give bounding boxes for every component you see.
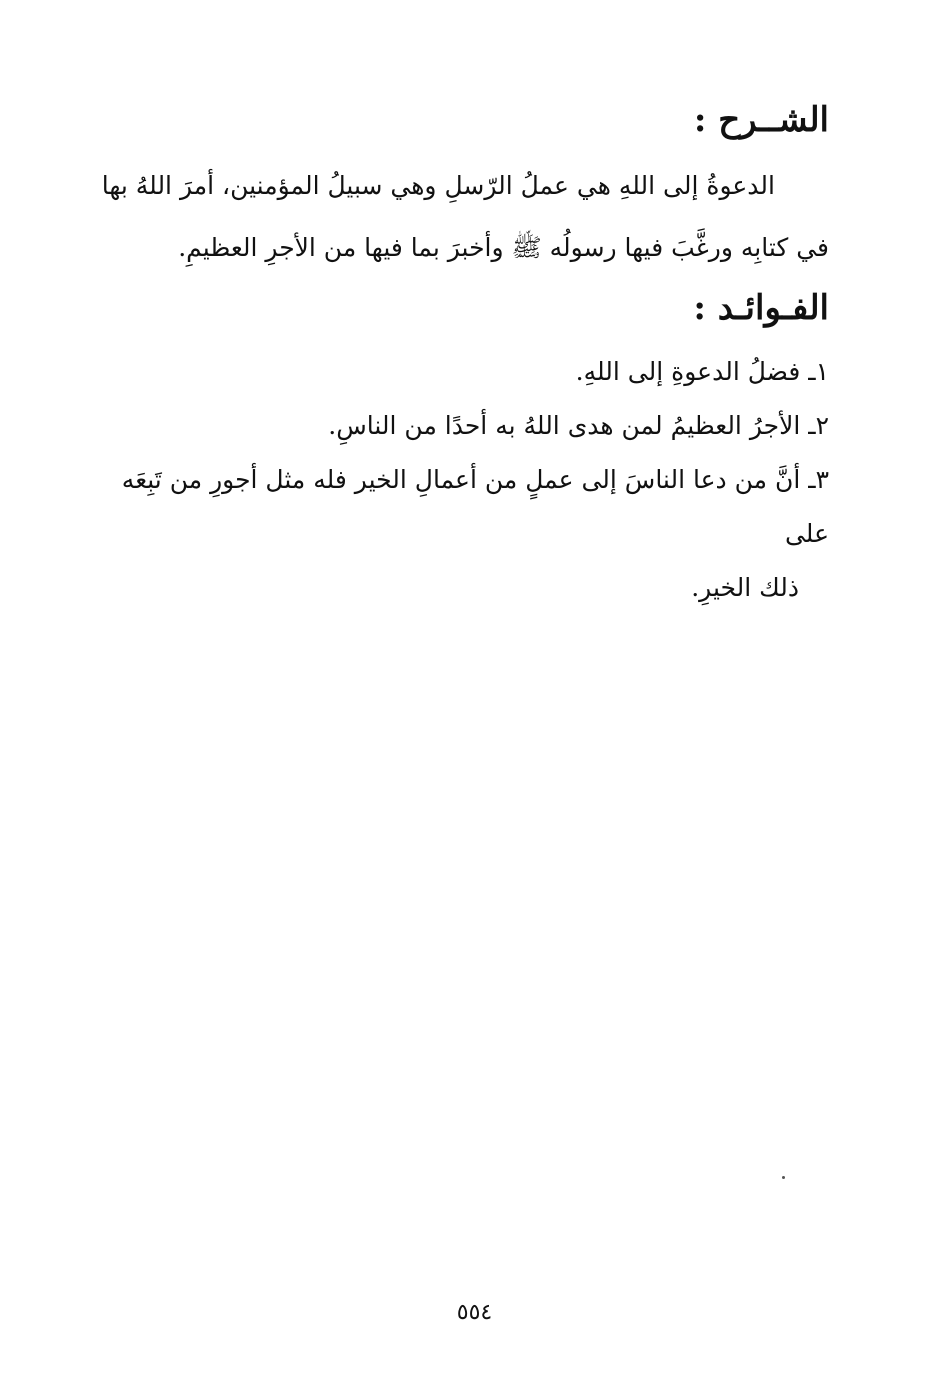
item-text: فضلُ الدعوةِ إلى اللهِ. [575, 357, 801, 386]
item-number: ٣ـ [808, 465, 829, 494]
sharh-heading: الشــرح : [693, 100, 829, 140]
item-text: الأجرُ العظيمُ لمن هدى اللهُ به أحدًا من الناسِ. [328, 411, 801, 440]
list-item [80, 345, 829, 399]
fawaid-heading: الفـوائـد : [693, 288, 829, 328]
fawaid-list [80, 345, 829, 615]
item-text: أنَّ من دعا الناسَ إلى عملٍ من أعمالِ الخير فله مثل أجورِ من تَبِعَه على [121, 465, 829, 548]
page-number: ٥٥٤ [456, 1300, 493, 1325]
item-number: ٢ـ [808, 411, 829, 440]
list-item [80, 399, 829, 453]
sharh-paragraph [80, 155, 829, 279]
sharh-line-1: الدعوةُ إلى اللهِ هي عملُ الرّسلِ وهي سبيلُ المؤمنين، أمرَ اللهُ بها [101, 171, 775, 200]
item-text-continuation: ذلك الخيرِ. [691, 573, 799, 602]
scan-speck [782, 1176, 785, 1179]
list-item [80, 453, 829, 615]
sharh-line-2: في كتابِه ورغَّبَ فيها رسولُه ﷺ وأخبرَ بما فيها من الأجرِ العظيمِ. [178, 233, 829, 262]
item-number: ١ـ [808, 357, 829, 386]
